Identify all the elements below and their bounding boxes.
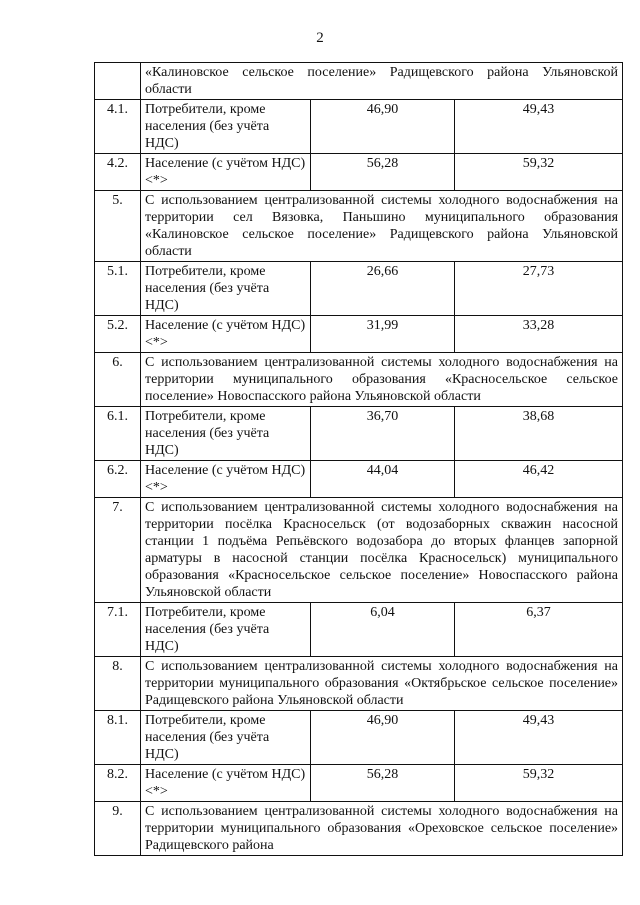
row-number: 8.1. (95, 711, 141, 765)
row-number: 4.2. (95, 154, 141, 191)
consumer-category: Потребители, кроме населения (без учёта НДС) (141, 407, 311, 461)
tariff-value-first-period: 26,66 (311, 262, 455, 316)
consumer-category: Население (с учётом НДС) <*> (141, 461, 311, 498)
row-number: 6.1. (95, 407, 141, 461)
consumer-category: Потребители, кроме населения (без учёта НДС) (141, 603, 311, 657)
tariff-value-first-period: 31,99 (311, 316, 455, 353)
section-row (95, 191, 623, 262)
row-number: 9. (95, 802, 141, 856)
tariff-value-second-period: 46,42 (455, 461, 623, 498)
consumer-category: Потребители, кроме населения (без учёта НДС) (141, 262, 311, 316)
row-number: 7. (95, 498, 141, 603)
section-row (95, 63, 623, 100)
consumer-category: Население (с учётом НДС) <*> (141, 154, 311, 191)
tariff-row (95, 100, 623, 154)
tariff-value-first-period: 44,04 (311, 461, 455, 498)
row-number: 8.2. (95, 765, 141, 802)
tariff-value-first-period: 6,04 (311, 603, 455, 657)
section-row (95, 657, 623, 711)
tariff-value-second-period: 38,68 (455, 407, 623, 461)
consumer-category: Население (с учётом НДС) <*> (141, 316, 311, 353)
tariff-row (95, 461, 623, 498)
row-number: 5.1. (95, 262, 141, 316)
tariff-table (94, 62, 623, 856)
tariff-value-second-period: 59,32 (455, 154, 623, 191)
section-description: С использованием централизованной системы холодного водоснабжения на территории муниципального образования «Ореховское сельское поселение» Радищевского района (141, 802, 623, 856)
section-row (95, 498, 623, 603)
tariff-value-first-period: 56,28 (311, 765, 455, 802)
section-description: С использованием централизованной системы холодного водоснабжения на территории муниципального образования «Красносельское сельское поселение» Новоспасского района Ульяновской области (141, 353, 623, 407)
section-description: С использованием централизованной системы холодного водоснабжения на территории муниципального образования «Октябрьское сельское поселение» Радищевского района Ульяновской области (141, 657, 623, 711)
tariff-value-second-period: 27,73 (455, 262, 623, 316)
row-number: 5. (95, 191, 141, 262)
row-number: 4.1. (95, 100, 141, 154)
consumer-category: Население (с учётом НДС) <*> (141, 765, 311, 802)
tariff-value-second-period: 49,43 (455, 711, 623, 765)
tariff-row (95, 154, 623, 191)
tariff-value-second-period: 49,43 (455, 100, 623, 154)
tariff-row (95, 316, 623, 353)
section-description: С использованием централизованной системы холодного водоснабжения на территории посёлка Красносельск (от водозаборных скважин насосной станции 1 подъёма Репьёвского водозабора до вторых фланцев запорной арматуры в насосной станции посёлка Красносельск) муниципального образования «Красносельское сельское поселение» Новоспасского района Ульяновской области (141, 498, 623, 603)
tariff-row (95, 407, 623, 461)
tariff-value-second-period: 33,28 (455, 316, 623, 353)
tariff-value-second-period: 59,32 (455, 765, 623, 802)
row-number: 8. (95, 657, 141, 711)
section-row (95, 353, 623, 407)
page-number: 2 (316, 30, 324, 46)
section-description: «Калиновское сельское поселение» Радищевского района Ульяновской области (141, 63, 623, 100)
section-row (95, 802, 623, 856)
tariff-value-second-period: 6,37 (455, 603, 623, 657)
row-number: 7.1. (95, 603, 141, 657)
row-number: 6.2. (95, 461, 141, 498)
row-number: 6. (95, 353, 141, 407)
section-description: С использованием централизованной системы холодного водоснабжения на территории сел Вязовка, Паньшино муниципального образования «Калиновское сельское поселение» Радищевского района Ульяновской области (141, 191, 623, 262)
tariff-row (95, 603, 623, 657)
tariff-value-first-period: 46,90 (311, 711, 455, 765)
row-number (95, 63, 141, 100)
tariff-row (95, 765, 623, 802)
tariff-value-first-period: 46,90 (311, 100, 455, 154)
consumer-category: Потребители, кроме населения (без учёта НДС) (141, 100, 311, 154)
tariff-value-first-period: 56,28 (311, 154, 455, 191)
consumer-category: Потребители, кроме населения (без учёта НДС) (141, 711, 311, 765)
tariff-row (95, 262, 623, 316)
tariff-value-first-period: 36,70 (311, 407, 455, 461)
row-number: 5.2. (95, 316, 141, 353)
tariff-row (95, 711, 623, 765)
tariff-table-body (95, 63, 623, 856)
